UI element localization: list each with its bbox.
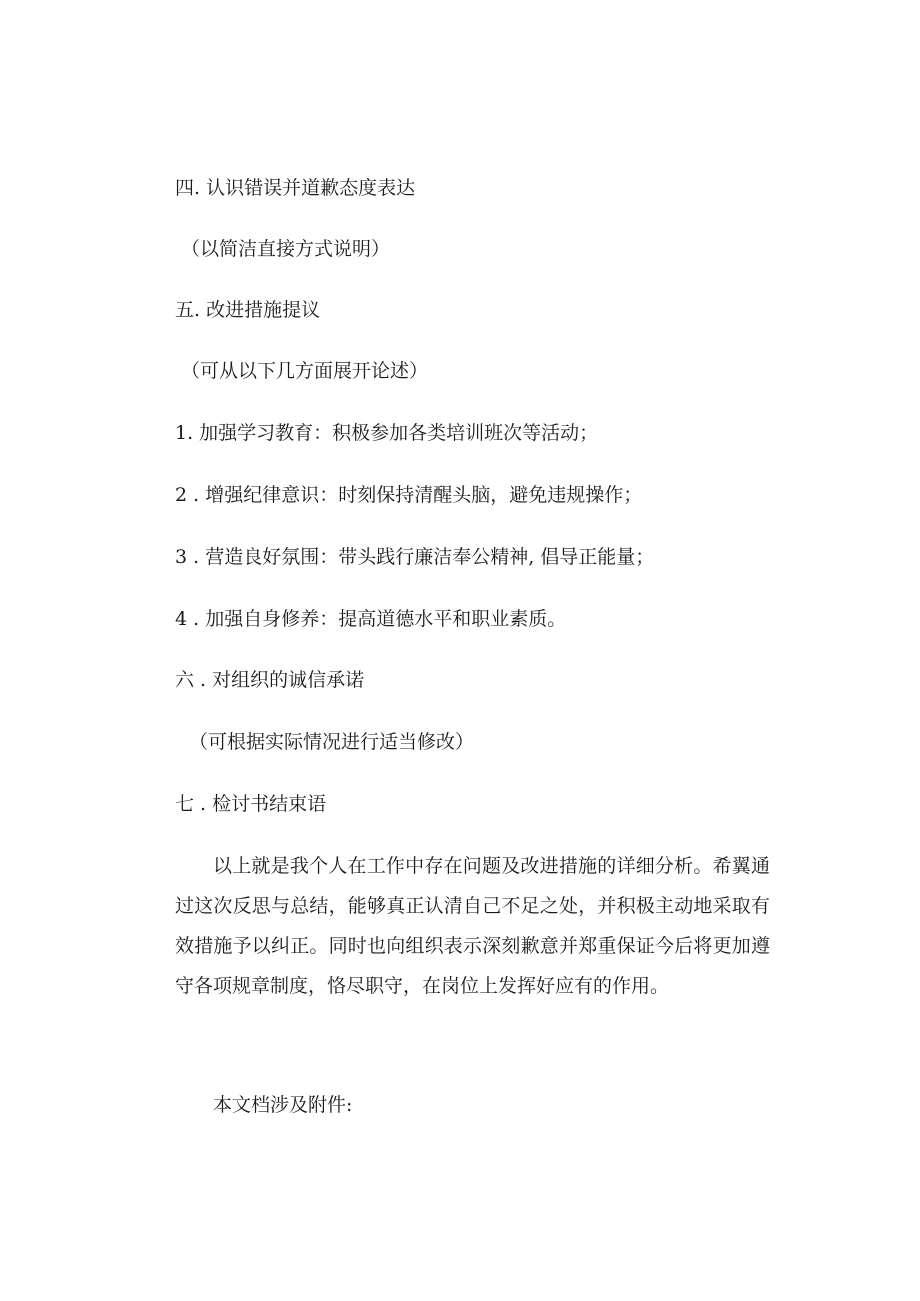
section-7-heading: 七 . 检讨书结束语 — [175, 793, 327, 815]
section-5-heading: 五. 改进措施提议 — [175, 299, 321, 321]
list-item: 4 . 加强自身修养：提高道德水平和职业素质。 — [175, 608, 567, 630]
section-4-heading: 四. 认识错误并道歉态度表达 — [175, 177, 416, 199]
closing-paragraph: 以上就是我个人在工作中存在问题及改进措施的详细分析。希翼通过这次反思与总结，能够真正认清自己不足之处，并积极主动地采取有效措施予以纠正。同时也向组织表示深刻歉意并郑重保证今后将更加遵守各项规章制度，恪尽职守，在岗位上发挥好应有的作用。 — [175, 855, 770, 997]
list-item: 3 . 营造良好氛围：带头践行廉洁奉公精神, 倡导正能量； — [175, 546, 655, 568]
list-item: 2 . 增强纪律意识：时刻保持清醒头脑，避免违规操作； — [175, 484, 643, 506]
section-6-heading: 六 . 对组织的诚信承诺 — [175, 669, 365, 691]
list-item: 1. 加强学习教育：积极参加各类培训班次等活动； — [175, 422, 599, 444]
section-6-note: （可根据实际情况进行适当修改） — [189, 731, 475, 753]
attachments-label: 本文档涉及附件: — [213, 1094, 353, 1116]
section-4-note: （以简洁直接方式说明） — [181, 238, 391, 260]
section-5-note: （可从以下几方面展开论述） — [181, 360, 429, 382]
